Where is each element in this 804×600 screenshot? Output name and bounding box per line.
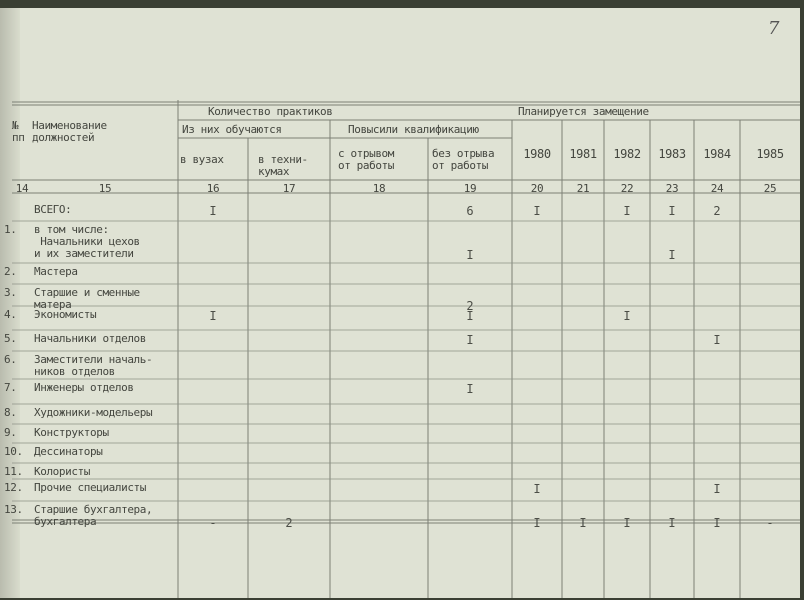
table-cell-value: I	[466, 382, 474, 396]
header-practitioners: Количество практиков	[208, 105, 333, 118]
header-position-name: Наименование должностей	[32, 119, 107, 144]
column-number: 20	[530, 182, 544, 195]
row-position-name: Экономисты	[34, 308, 97, 321]
row-number: 10.	[4, 445, 23, 458]
row-position-name: Старшие бухгалтера, бухгалтера	[34, 503, 153, 528]
row-position-name: Мастера	[34, 265, 78, 278]
table-cell-value: I	[713, 333, 721, 347]
table-cell-value: I	[209, 204, 217, 218]
row-position-name: Заместители началь- ников отделов	[34, 353, 153, 378]
header-qualification: Повысили квалификацию	[348, 123, 479, 136]
table-cell-value: I	[533, 204, 541, 218]
header-without-break: без отрыва от работы	[432, 147, 495, 172]
row-number: 12.	[4, 481, 23, 494]
page-number: 7	[768, 18, 780, 39]
table-cell-value: I	[623, 516, 631, 530]
header-planned: Планируется замещение	[518, 105, 649, 118]
table-cell-value: I	[668, 248, 676, 262]
table-cell-value: I	[466, 248, 474, 262]
table-cell-value: I	[668, 204, 676, 218]
column-number: 22	[620, 182, 634, 195]
column-number: 19	[463, 182, 477, 195]
header-universities: в вузах	[180, 153, 224, 166]
year-header-1980: 1980	[523, 147, 551, 161]
year-header-1981: 1981	[569, 147, 597, 161]
document-page	[0, 8, 800, 598]
row-number: 9.	[4, 426, 17, 439]
year-header-1983: 1983	[658, 147, 686, 161]
row-number: 13.	[4, 503, 23, 516]
row-position-name: ВСЕГО:	[34, 203, 72, 216]
row-number: 11.	[4, 465, 23, 478]
column-number: 23	[665, 182, 679, 195]
table-cell-value: I	[533, 516, 541, 530]
header-studying: Из них обучаются	[182, 123, 282, 136]
column-number: 18	[372, 182, 386, 195]
table-cell-value: I	[209, 309, 217, 323]
row-position-name: Старшие и сменные матера	[34, 286, 140, 311]
row-number: 3.	[4, 286, 17, 299]
table-cell-value: I	[466, 333, 474, 347]
table-cell-value: I	[466, 309, 474, 323]
row-number: 4.	[4, 308, 17, 321]
column-number: 16	[206, 182, 220, 195]
table-cell-value: 2	[713, 204, 721, 218]
table-cell-value: 6	[466, 204, 474, 218]
table-cell-value: -	[209, 516, 217, 530]
row-position-name: Инженеры отделов	[34, 381, 134, 394]
header-with-break: с отрывом от работы	[338, 147, 395, 172]
table-cell-value: I	[533, 482, 541, 496]
column-number: 25	[763, 182, 777, 195]
row-position-name: Колористы	[34, 465, 91, 478]
row-number: 7.	[4, 381, 17, 394]
row-number: 1.	[4, 223, 17, 236]
table-cell-value: -	[766, 516, 774, 530]
row-number: 8.	[4, 406, 17, 419]
year-header-1984: 1984	[703, 147, 731, 161]
table-cell-value: I	[713, 482, 721, 496]
column-number: 21	[576, 182, 590, 195]
row-position-name: Художники-модельеры	[34, 406, 153, 419]
column-number: 24	[710, 182, 724, 195]
year-header-1982: 1982	[613, 147, 641, 161]
row-position-name: Прочие специалисты	[34, 481, 147, 494]
header-technical: в техни- кумах	[258, 153, 308, 178]
row-number: 2.	[4, 265, 17, 278]
table-cell-value: 2	[285, 516, 293, 530]
row-position-name: Дессинаторы	[34, 445, 103, 458]
column-number: 14	[15, 182, 29, 195]
table-cell-value: I	[668, 516, 676, 530]
column-number: 15	[98, 182, 112, 195]
table-cell-value: I	[623, 204, 631, 218]
column-number: 17	[282, 182, 296, 195]
row-position-name: в том числе: Начальники цехов и их заместители	[34, 223, 140, 260]
row-number: 6.	[4, 353, 17, 366]
table-cell-value: I	[713, 516, 721, 530]
table-cell-value: I	[623, 309, 631, 323]
row-position-name: Начальники отделов	[34, 332, 147, 345]
year-header-1985: 1985	[756, 147, 784, 161]
header-num: № пп	[12, 119, 25, 144]
row-number: 5.	[4, 332, 17, 345]
table-cell-value: 2	[466, 299, 474, 313]
row-position-name: Конструкторы	[34, 426, 109, 439]
table-cell-value: I	[579, 516, 587, 530]
